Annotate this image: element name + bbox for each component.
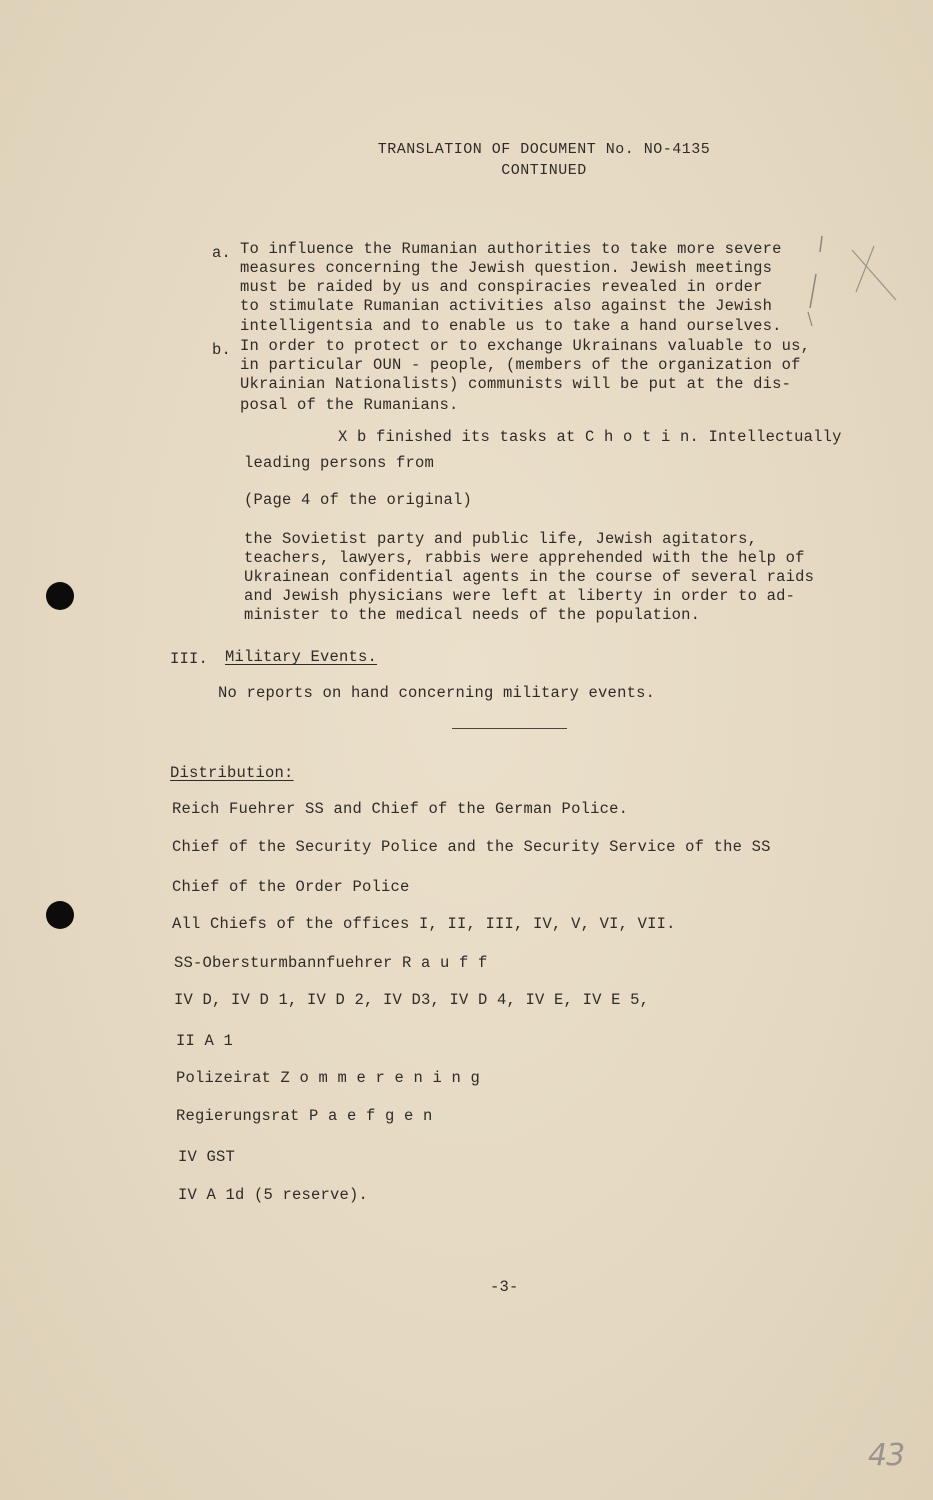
distribution-entry: IV GST: [178, 1148, 236, 1166]
item-a-line: To influence the Rumanian authorities to take more severe: [240, 240, 782, 258]
separator-rule: [452, 728, 567, 729]
item-a-line: to stimulate Rumanian activities also against the Jewish: [240, 297, 773, 315]
paragraph-line: and Jewish physicians were left at liberty in order to ad-: [244, 587, 796, 605]
item-b-line: In order to protect or to exchange Ukrainans valuable to us,: [240, 337, 811, 355]
item-b-line: Ukrainian Nationalists) communists will be put at the dis-: [240, 375, 792, 393]
distribution-entry: Regierungsrat P a e f g e n: [176, 1107, 433, 1125]
item-b-marker: b.: [212, 341, 232, 359]
item-b-line: in particular OUN - people, (members of the organization of: [240, 356, 801, 374]
distribution-entry: Chief of the Security Police and the Security Service of the SS: [172, 838, 771, 856]
punch-hole-top: [46, 582, 74, 610]
document-title: TRANSLATION OF DOCUMENT No. NO-4135: [377, 141, 711, 158]
item-b-line: posal of the Rumanians.: [240, 396, 459, 414]
paragraph-line: teachers, lawyers, rabbis were apprehended with the help of: [244, 549, 805, 567]
handwritten-page-number: 43: [868, 1438, 905, 1473]
item-a-marker: a.: [212, 244, 232, 262]
item-a-line: measures concerning the Jewish question. Jewish meetings: [240, 259, 773, 277]
distribution-entry: IV A 1d (5 reserve).: [178, 1186, 369, 1204]
punch-hole-bottom: [46, 901, 74, 929]
section-number: III.: [170, 650, 209, 668]
item-a-line: intelligentsia and to enable us to take a hand ourselves.: [240, 317, 782, 335]
distribution-entry: Chief of the Order Police: [172, 878, 410, 896]
document-subtitle: CONTINUED: [501, 162, 587, 179]
distribution-entry: Reich Fuehrer SS and Chief of the German Police.: [172, 800, 629, 818]
distribution-heading: Distribution:: [170, 764, 294, 782]
distribution-entry: SS-Obersturmbannfuehrer R a u f f: [174, 954, 488, 972]
paragraph-line: Ukrainean confidential agents in the course of several raids: [244, 568, 815, 586]
margin-pencil-mark: [800, 230, 910, 330]
item-a-line: must be raided by us and conspiracies revealed in order: [240, 278, 763, 296]
paragraph-line: leading persons from: [244, 454, 435, 472]
paragraph-line: minister to the medical needs of the population.: [244, 606, 701, 624]
distribution-entry: IV D, IV D 1, IV D 2, IV D3, IV D 4, IV E, IV E 5,: [174, 991, 650, 1009]
distribution-entry: All Chiefs of the offices I, II, III, IV, V, VI, VII.: [172, 915, 676, 933]
distribution-entry: Polizeirat Z o m m e r e n i n g: [176, 1069, 481, 1087]
page-number: -3-: [490, 1278, 519, 1296]
section-body: No reports on hand concerning military events.: [218, 684, 656, 702]
paragraph-line: X b finished its tasks at C h o t i n. Intellectually: [338, 428, 842, 446]
paragraph-line: the Sovietist party and public life, Jewish agitators,: [244, 530, 758, 548]
original-page-note: (Page 4 of the original): [244, 491, 473, 509]
section-heading: Military Events.: [225, 648, 378, 666]
distribution-entry: II A 1: [176, 1032, 234, 1050]
